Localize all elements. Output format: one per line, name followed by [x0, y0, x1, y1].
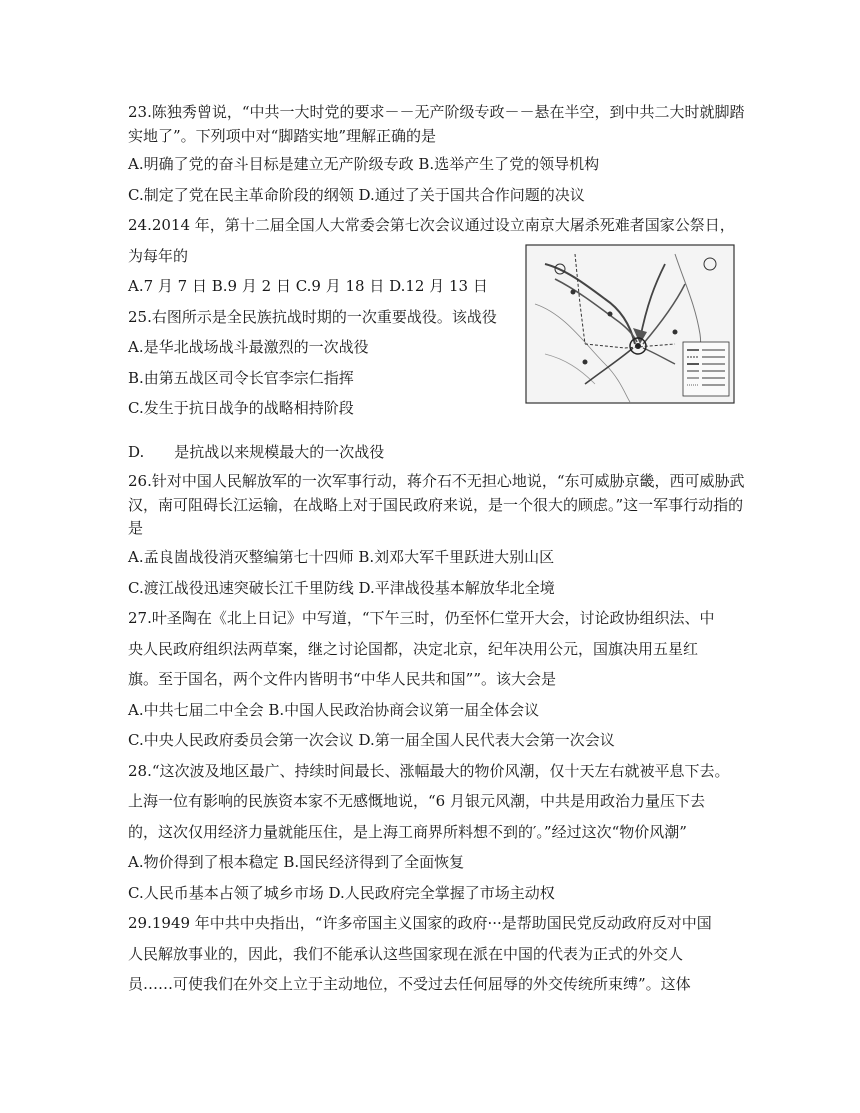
- q26-options-ab: A.孟良崮战役消灭整编第七十四师 B.刘邓大军千里跃进大别山区: [128, 548, 555, 566]
- q27-options-ab: A.中共七届二中全会 B.中国人民政治协商会议第一届全体会议: [128, 701, 540, 719]
- q28-options-cd: C.人民币基本占领了城乡市场 D.人民政府完全掌握了市场主动权: [128, 884, 555, 902]
- q27-stem-line1: 27.叶圣陶在《北上日记》中写道，“下午三时，仍至怀仁堂开大会，讨论政协组织法、中: [128, 609, 715, 627]
- q25-option-c: C.发生于抗日战争的战略相持阶段: [128, 399, 354, 417]
- q28-stem-line1: 28.“这次波及地区最广、持续时间最长、涨幅最大的物价风潮，仅十天左右就被平息下去。: [128, 762, 730, 780]
- q26-stem-line3: 是: [128, 519, 144, 537]
- q24-stem-line1: 24.2014 年，第十二届全国人大常委会第七次会议通过设立南京大屠杀死难者国家公祭日，: [128, 216, 735, 234]
- q27-options-cd: C.中央人民政府委员会第一次会议 D.第一届全国人民代表大会第一次会议: [128, 731, 615, 749]
- q28-options-ab: A.物价得到了根本稳定 B.国民经济得到了全面恢复: [128, 853, 465, 871]
- q27-stem-line2: 央人民政府组织法两草案，继之讨论国都，决定北京，纪年决用公元，国旗决用五星红: [128, 640, 699, 658]
- q23-options-cd: C.制定了党在民主革命阶段的纲领 D.通过了关于国共合作问题的决议: [128, 186, 585, 204]
- q26-stem-line1: 26.针对中国人民解放军的一次军事行动，蒋介石不无担心地说，“东可威胁京畿，西可威胁武: [128, 472, 745, 490]
- q25-stem: 25.右图所示是全民族抗战时期的一次重要战役。该战役: [128, 308, 497, 326]
- q25-option-d: D. 是抗战以来规模最大的一次战役: [128, 443, 385, 461]
- q29-stem-line2: 人民解放事业的，因此，我们不能承认这些国家现在派在中国的代表为正式的外交人: [128, 945, 684, 963]
- q24-options: A.7 月 7 日 B.9 月 2 日 C.9 月 18 日 D.12 月 13 日: [128, 277, 488, 295]
- q27-stem-line3: 旗。至于国名，两个文件内皆明书“中华人民共和国””。该大会是: [128, 670, 557, 688]
- q25-option-a: A.是华北战场战斗最激烈的一次战役: [128, 338, 369, 356]
- q23-stem-line2: 实地了”。下列项中对“脚踏实地”理解正确的是: [128, 127, 437, 145]
- q28-stem-line2: 上海一位有影响的民族资本家不无感慨地说，“6 月银元风潮，中共是用政治力量压下去: [128, 792, 705, 810]
- q29-stem-line1: 29.1949 年中共中央指出，“许多帝国主义国家的政府···是帮助国民党反动政府反对中国: [128, 914, 712, 932]
- q23-options-ab: A.明确了党的奋斗目标是建立无产阶级专政 B.选举产生了党的领导机构: [128, 155, 600, 173]
- q24-stem-line2: 为每年的: [128, 247, 189, 265]
- q26-options-cd: C.渡江战役迅速突破长江千里防线 D.平津战役基本解放华北全境: [128, 579, 555, 597]
- q25-option-b: B.由第五战区司令长官李宗仁指挥: [128, 369, 354, 387]
- q28-stem-line3: 的，这次仅用经济力量就能压住，是上海工商界所料想不到的′。”经过这次“物价风潮”: [128, 823, 687, 841]
- q23-stem-line1: 23.陈独秀曾说，“中共一大时党的要求－－无产阶级专政－－悬在半空，到中共二大时就脚踏: [128, 103, 745, 121]
- q26-stem-line2: 汉，南可阻碍长江运输，在战略上对于国民政府来说，是一个很大的顾虑。”这一军事行动指的: [128, 496, 744, 514]
- q29-stem-line3: 员……可使我们在外交上立于主动地位，不受过去任何屈辱的外交传统所束缚”。这体: [128, 975, 691, 993]
- battle-map-figure: [525, 244, 735, 404]
